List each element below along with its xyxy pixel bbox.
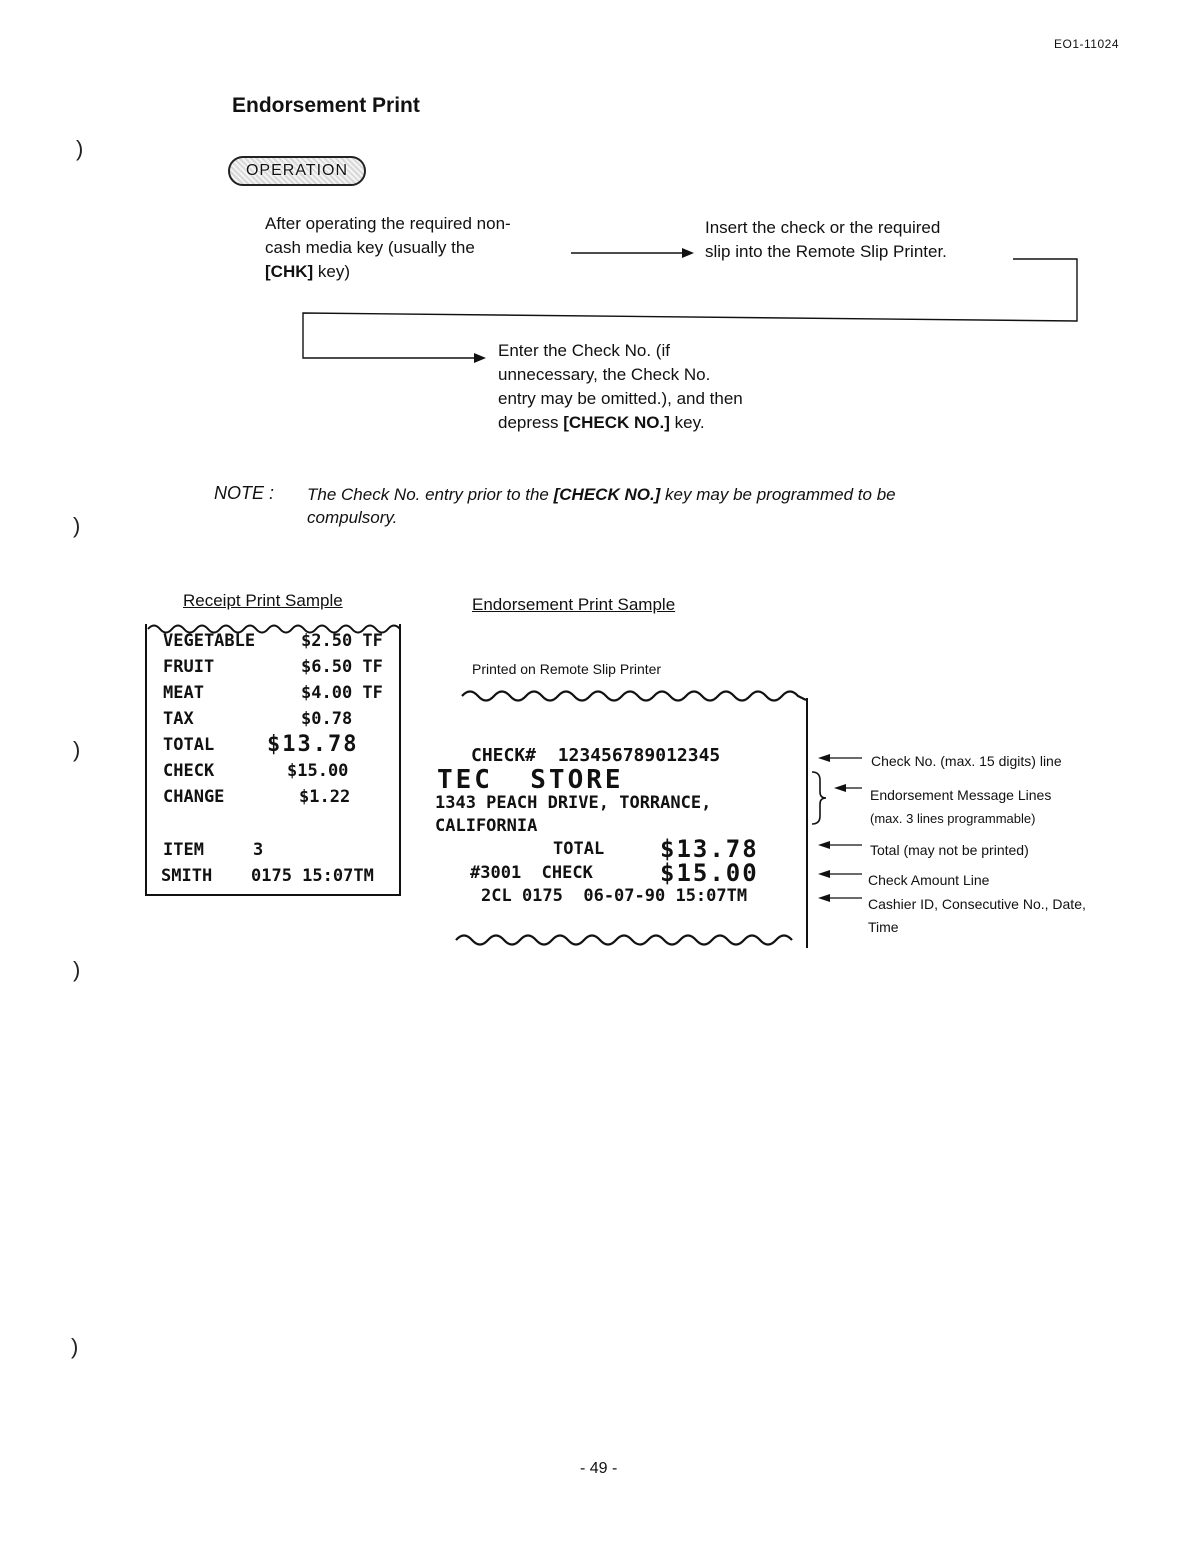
address-line-2: CALIFORNIA [435, 816, 538, 836]
operation-badge: OPERATION [228, 156, 366, 186]
margin-mark: ) [73, 737, 81, 762]
receipt-cashier-name: SMITH [161, 866, 213, 886]
annotation-check-no: Check No. (max. 15 digits) line [871, 753, 1062, 769]
annotation-cashier-1: Cashier ID, Consecutive No., Date, [868, 896, 1086, 912]
note-line-2: compulsory. [307, 508, 398, 527]
receipt-value: $4.00 TF [301, 683, 383, 703]
annotation-arrowhead [834, 784, 846, 792]
receipt-value: $6.50 TF [301, 657, 383, 677]
check-number-label: #3001 CHECK [470, 863, 593, 883]
receipt-value: $15.00 [287, 761, 349, 781]
note-key: [CHECK NO.] [553, 485, 661, 504]
annotation-arrowhead [818, 754, 830, 762]
step-3-line-2: unnecessary, the Check No. [498, 365, 711, 384]
step-1-key-suffix: key) [313, 262, 350, 281]
brace [812, 772, 826, 824]
step-1-line-1: After operating the required non- [265, 214, 511, 233]
receipt-value: $2.50 TF [301, 631, 383, 651]
margin-mark: ) [73, 957, 81, 982]
step-3-line-1: Enter the Check No. (if [498, 341, 670, 360]
address-line-1: 1343 PEACH DRIVE, TORRANCE, [435, 793, 712, 813]
receipt-label: FRUIT [163, 657, 215, 677]
chk-key: [CHK] [265, 262, 314, 281]
annotation-check-amount: Check Amount Line [868, 872, 990, 888]
step-3-prefix: depress [498, 413, 564, 432]
total-label: TOTAL [553, 839, 605, 859]
margin-mark: ) [76, 136, 84, 161]
flow-arrowhead-1 [682, 248, 694, 258]
slip-wavy-bottom [456, 936, 792, 945]
check-no-key: [CHECK NO.] [563, 413, 670, 432]
receipt-sample [145, 624, 401, 896]
note-text [307, 483, 1027, 529]
annotation-arrowhead [818, 870, 830, 878]
receipt-label: TAX [163, 709, 194, 729]
receipt-label: TOTAL [163, 735, 215, 755]
receipt-item-count: 3 [253, 840, 264, 860]
note-suffix: key may be programmed to be [660, 485, 896, 504]
step-3-suffix: key. [669, 413, 705, 432]
annotation-arrowhead [818, 894, 830, 902]
receipt-label: VEGETABLE [163, 631, 256, 651]
flow-arrow-2 [303, 259, 1077, 358]
flow-arrowhead-2 [474, 353, 486, 363]
annotation-arrowhead [818, 841, 830, 849]
receipt-heading: Receipt Print Sample [183, 591, 343, 610]
document-id: EO1-11024 [1054, 37, 1119, 51]
note-line-1 [307, 483, 1027, 506]
receipt-label: CHECK [163, 761, 215, 781]
check-amount: $15.00 [660, 859, 759, 887]
slip-wavy-top [462, 692, 806, 701]
receipt-label: MEAT [163, 683, 204, 703]
note-prefix: The Check No. entry prior to the [307, 485, 554, 504]
step-1-line-2: cash media key (usually the [265, 238, 475, 257]
endorsement-subheading: Printed on Remote Slip Printer [472, 661, 662, 677]
annotation-cashier-2: Time [868, 919, 899, 935]
annotation-total: Total (may not be printed) [870, 842, 1029, 858]
margin-mark: ) [73, 513, 81, 538]
receipt-value: $0.78 [301, 709, 353, 729]
total-value: $13.78 [660, 835, 759, 863]
page-title: Endorsement Print [232, 94, 420, 117]
step-3-line-3: entry may be omitted.), and then [498, 389, 743, 408]
page-number: - 49 - [580, 1460, 618, 1477]
receipt-value: $1.22 [299, 787, 351, 807]
annotation-message-1: Endorsement Message Lines [870, 787, 1052, 803]
receipt-label: CHANGE [163, 787, 225, 807]
receipt-item-label: ITEM [163, 840, 204, 860]
annotation-message-2: (max. 3 lines programmable) [870, 811, 1036, 826]
cashier-info-line: 2CL 0175 06-07-90 15:07TM [481, 886, 748, 906]
margin-mark: ) [71, 1334, 79, 1359]
receipt-cashier-info: 0175 15:07TM [251, 866, 374, 886]
check-number-line: CHECK# 123456789012345 [471, 745, 721, 766]
step-2-line-1: Insert the check or the required [705, 218, 941, 237]
step-2-line-2: slip into the Remote Slip Printer. [705, 242, 947, 261]
store-name: TEC STORE [437, 765, 624, 795]
receipt-total-value: $13.78 [267, 732, 359, 757]
note-label: NOTE : [214, 483, 275, 503]
endorsement-heading: Endorsement Print Sample [472, 595, 676, 614]
